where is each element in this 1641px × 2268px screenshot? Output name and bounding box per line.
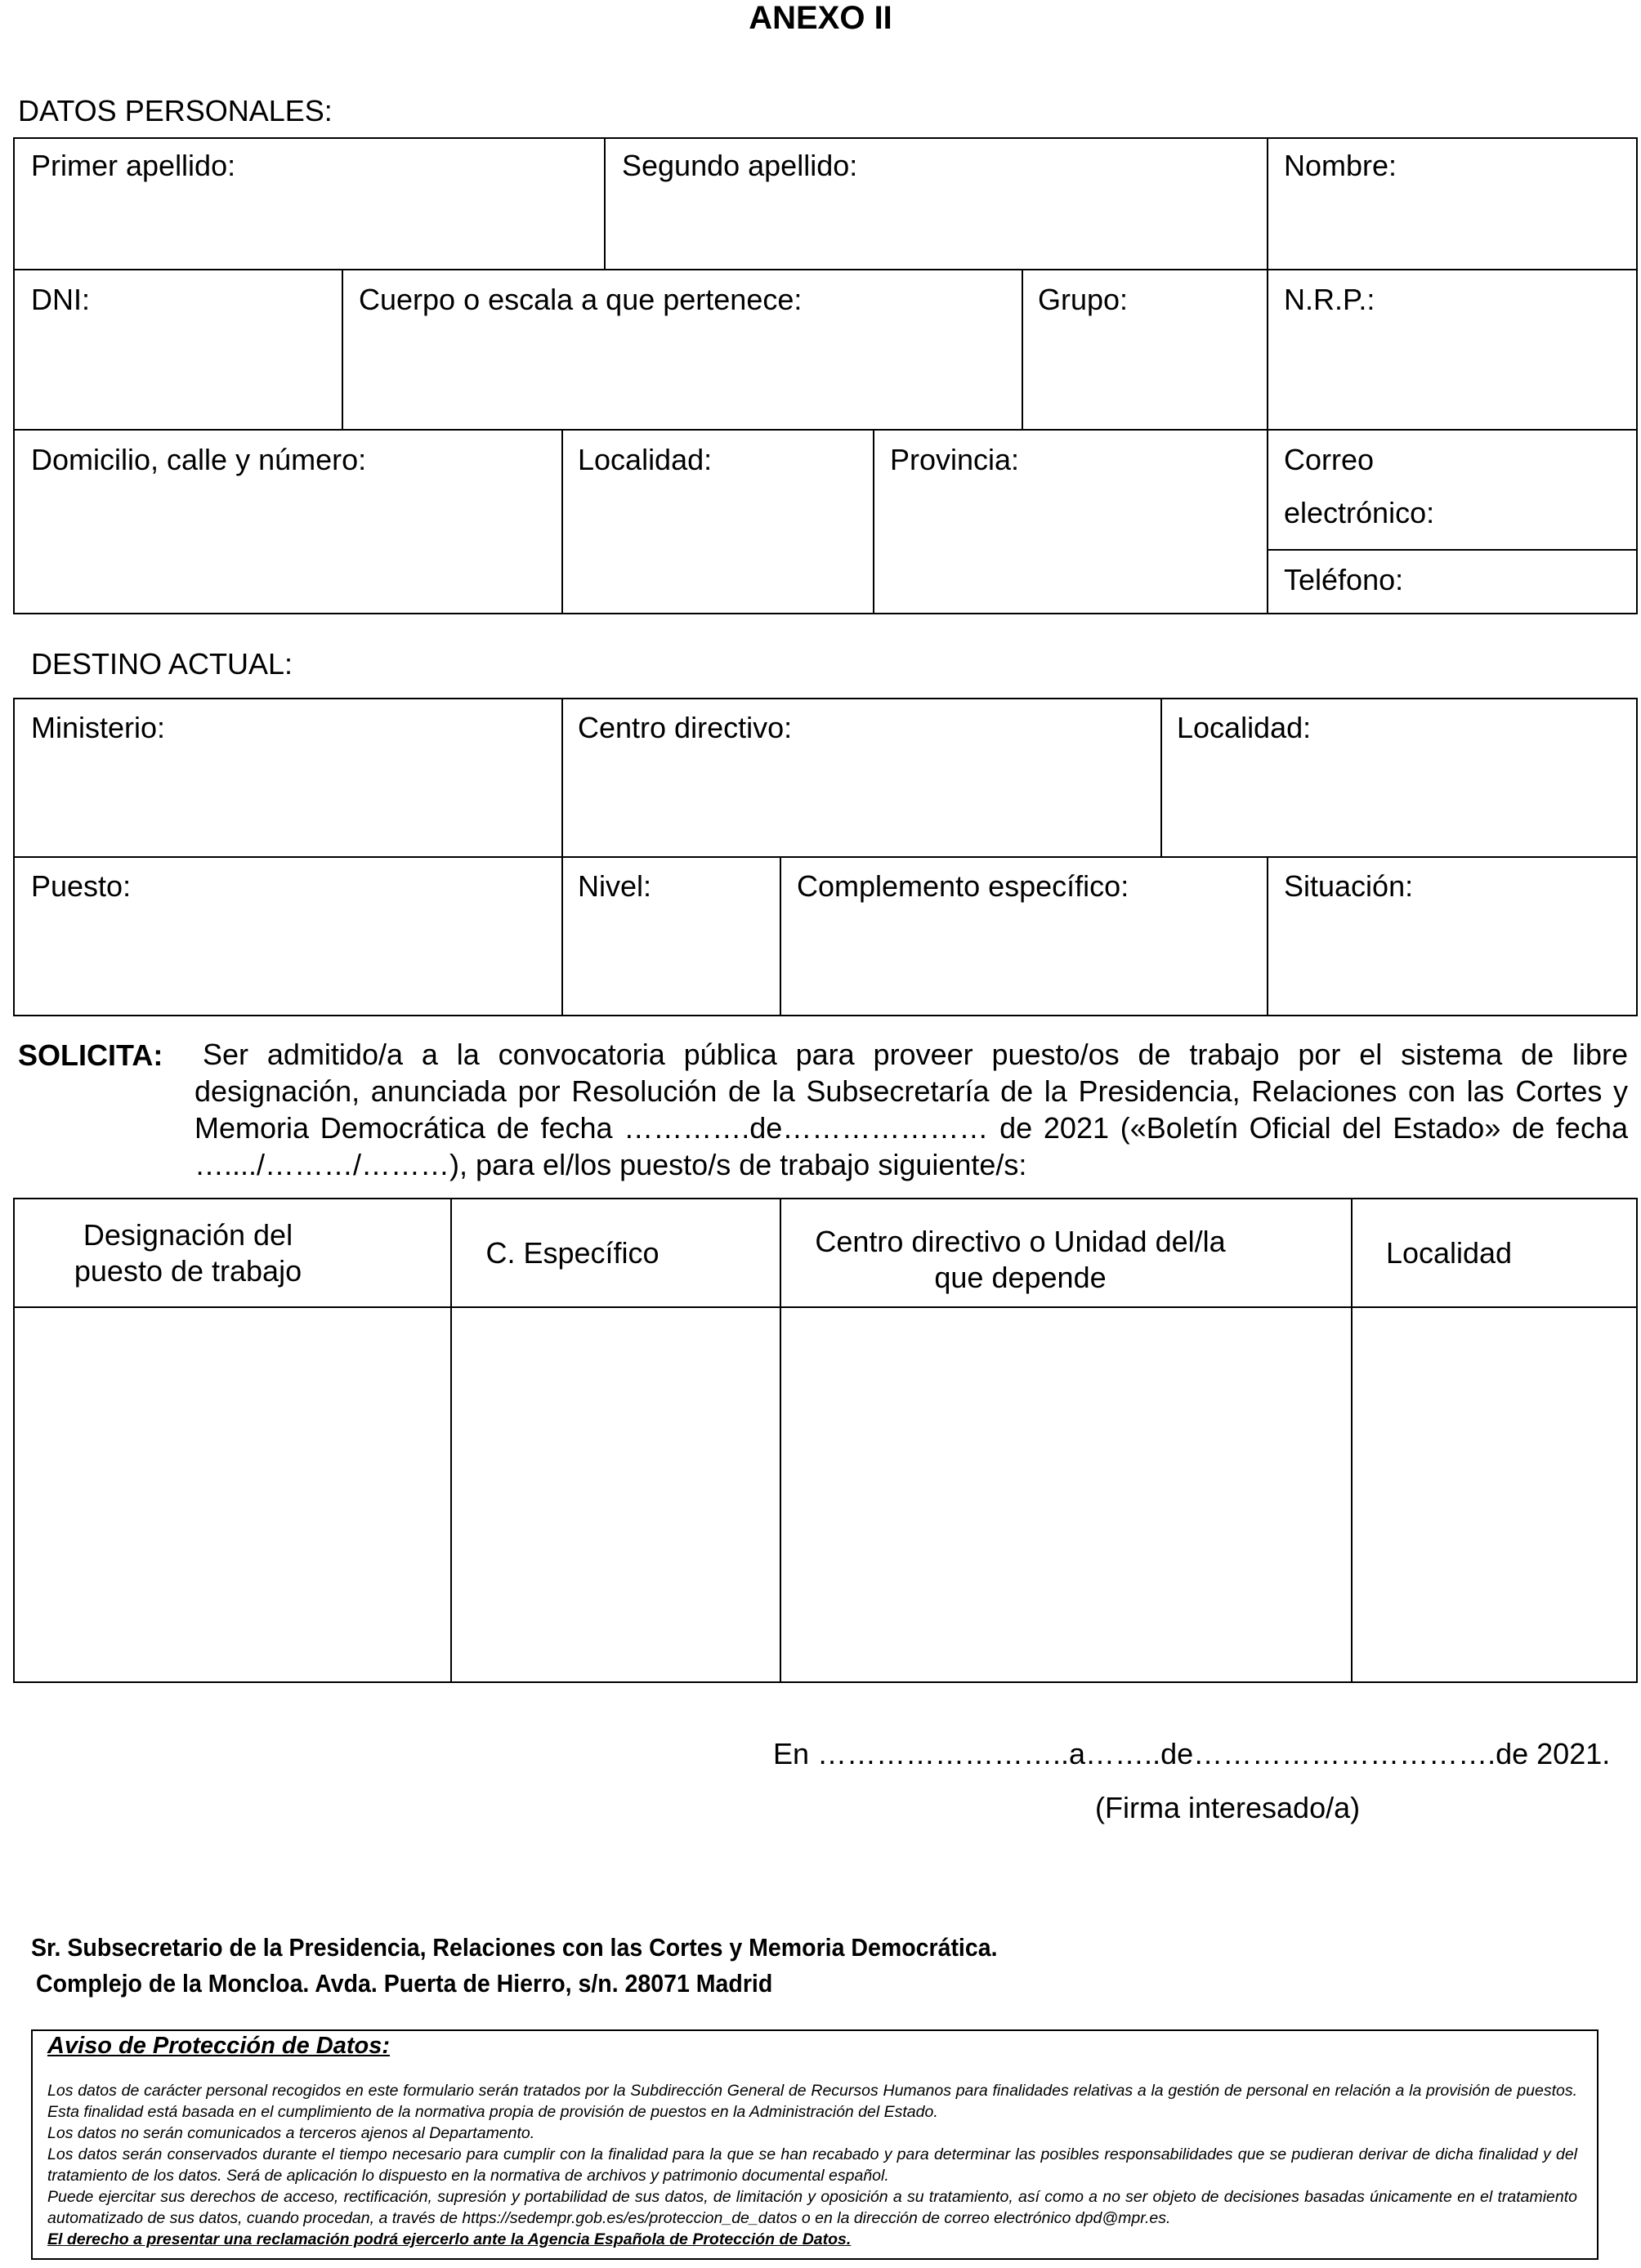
header-localidad-text: Localidad <box>1385 1235 1513 1270</box>
cuerpo-escala-label: Cuerpo o escala a que pertenece: <box>359 283 803 316</box>
aviso-body <box>47 2080 1577 2250</box>
col-divider <box>1022 269 1023 429</box>
aviso-p1: Los datos de carácter personal recogidos en este formulario serán tratados por la Subdirección General de Recursos Humanos para finalidades relativas a la gestión de personal en relación a la provisión de puestos. Esta finalidad está basada en el cumplimiento de la normativa propia de provisión de puestos en la Administración del Estado. <box>47 2082 1577 2121</box>
nivel-field[interactable] <box>578 923 777 1002</box>
localidad-label: Localidad: <box>578 443 713 476</box>
centro-directivo-field[interactable] <box>578 768 1153 843</box>
datos-personales-heading: DATOS PERSONALES: <box>18 94 333 127</box>
centro-directivo-label: Centro directivo: <box>578 711 793 744</box>
ministerio-field[interactable] <box>31 768 557 843</box>
col-divider <box>1267 269 1268 429</box>
col-divider <box>873 429 874 614</box>
complemento-label: Complemento específico: <box>797 869 1129 903</box>
row-divider <box>1267 549 1638 551</box>
telefono-label: Teléfono: <box>1284 563 1404 596</box>
row-divider <box>13 856 1638 858</box>
col-divider <box>342 269 343 429</box>
complemento-field[interactable] <box>797 923 1262 1002</box>
destino-localidad-label: Localidad: <box>1177 711 1312 744</box>
nombre-label: Nombre: <box>1284 149 1397 182</box>
header-c-especifico-text: C. Específico <box>485 1235 660 1270</box>
firma-label: (Firma interesado/a) <box>1095 1791 1361 1824</box>
dni-label: DNI: <box>31 283 90 316</box>
nivel-label: Nivel: <box>578 869 652 903</box>
puesto-label: Puesto: <box>31 869 132 903</box>
grupo-field[interactable] <box>1038 335 1262 410</box>
situacion-field[interactable] <box>1284 923 1630 1002</box>
provincia-field[interactable] <box>890 507 1261 598</box>
puesto-field[interactable] <box>31 923 557 1002</box>
segundo-apellido-label: Segundo apellido: <box>622 149 858 182</box>
grupo-label: Grupo: <box>1038 283 1129 316</box>
header-c-especifico <box>452 1199 693 1306</box>
header-localidad <box>1353 1199 1545 1306</box>
header-designacion <box>15 1199 361 1306</box>
correo-label-line1: Correo <box>1284 443 1375 476</box>
nombre-field[interactable] <box>1284 196 1630 255</box>
nrp-label: N.R.P.: <box>1284 283 1375 316</box>
page-title: ANEXO II <box>749 0 892 36</box>
localidad-field[interactable] <box>578 507 867 598</box>
segundo-apellido-field[interactable] <box>622 196 1263 255</box>
col-divider <box>561 429 563 614</box>
primer-apellido-field[interactable] <box>31 196 598 255</box>
header-designacion-line2: puesto de trabajo <box>74 1253 302 1288</box>
destinatario-line2: Complejo de la Moncloa. Avda. Puerta de Hierro, s/n. 28071 Madrid <box>36 1969 773 1998</box>
col-divider <box>1267 429 1268 614</box>
col-divider <box>1160 698 1162 856</box>
centro-unidad-field[interactable] <box>789 1319 1345 1672</box>
aviso-p5: El derecho a presentar una reclamación podrá ejercerlo ante la Agencia Española de Protección de Datos. <box>47 2230 852 2248</box>
fecha-lugar-line: En ……………………..a……..de………………………….de 2021. <box>773 1737 1611 1770</box>
header-centro-directivo <box>781 1206 1259 1313</box>
cuerpo-escala-field[interactable] <box>359 335 1016 410</box>
aviso-p4: Puede ejercitar sus derechos de acceso, rectificación, supresión y portabilidad de sus datos, de limitación y oposición a su tratamiento, así como a no ser objeto de decisiones basadas únicamente en el tratamiento automatizado de sus datos, cuando procedan, a través de https://sedempr.gob.es/es/proteccion_de_datos o en la dirección de correo electrónico dpd@mpr.es. <box>47 2188 1577 2227</box>
situacion-label: Situación: <box>1284 869 1414 903</box>
aviso-p2: Los datos no serán comunicados a terceros ajenos al Departamento. <box>47 2124 535 2142</box>
destino-localidad-field[interactable] <box>1177 768 1630 843</box>
primer-apellido-label: Primer apellido: <box>31 149 236 182</box>
designacion-field[interactable] <box>25 1319 445 1672</box>
correo-label-line2: electrónico: <box>1284 496 1435 529</box>
puesto-localidad-field[interactable] <box>1361 1319 1632 1672</box>
header-centro-line2: que depende <box>934 1260 1107 1294</box>
col-divider <box>780 856 781 1016</box>
header-designacion-line1: Designación del <box>83 1217 293 1252</box>
ministerio-label: Ministerio: <box>31 711 166 744</box>
aviso-title: Aviso de Protección de Datos: <box>47 2033 390 2059</box>
provincia-label: Provincia: <box>890 443 1020 476</box>
solicita-label: SOLICITA: <box>18 1038 163 1072</box>
col-divider <box>604 137 606 269</box>
c-especifico-field[interactable] <box>460 1319 774 1672</box>
header-centro-line1: Centro directivo o Unidad del/la <box>815 1224 1226 1258</box>
row-divider <box>13 269 1638 270</box>
domicilio-label: Domicilio, calle y número: <box>31 443 367 476</box>
solicita-text: Ser admitido/a a la convocatoria pública para proveer puesto/os de trabajo por el sistema de libre designación, anunciada por Resolución de la Subsecretaría de la Presidencia, Relaciones con las Cortes y Memoria Democrática de fecha ………….de………………… de 2021 («Boletín Oficial del Estado» de fecha …..../………/………), para el/los puesto/s de trabajo siguiente/s: <box>195 1038 1628 1181</box>
col-divider <box>561 698 563 1016</box>
destino-actual-heading: DESTINO ACTUAL: <box>31 647 293 681</box>
nrp-field[interactable] <box>1284 335 1630 410</box>
col-divider <box>1267 856 1268 1016</box>
dni-field[interactable] <box>31 335 337 410</box>
row-divider <box>13 429 1638 431</box>
destinatario-line1: Sr. Subsecretario de la Presidencia, Relaciones con las Cortes y Memoria Democrática. <box>31 1933 998 1962</box>
domicilio-field[interactable] <box>31 507 557 598</box>
aviso-p3: Los datos serán conservados durante el tiempo necesario para cumplir con la finalidad para la que se han recabado y para determinar las posibles responsabilidades que se pudieran derivar de dicha finalidad y del tratamiento de los datos. Será de aplicación lo dispuesto en la normativa de archivos y patrimonio documental español. <box>47 2145 1577 2185</box>
col-divider <box>1267 137 1268 269</box>
